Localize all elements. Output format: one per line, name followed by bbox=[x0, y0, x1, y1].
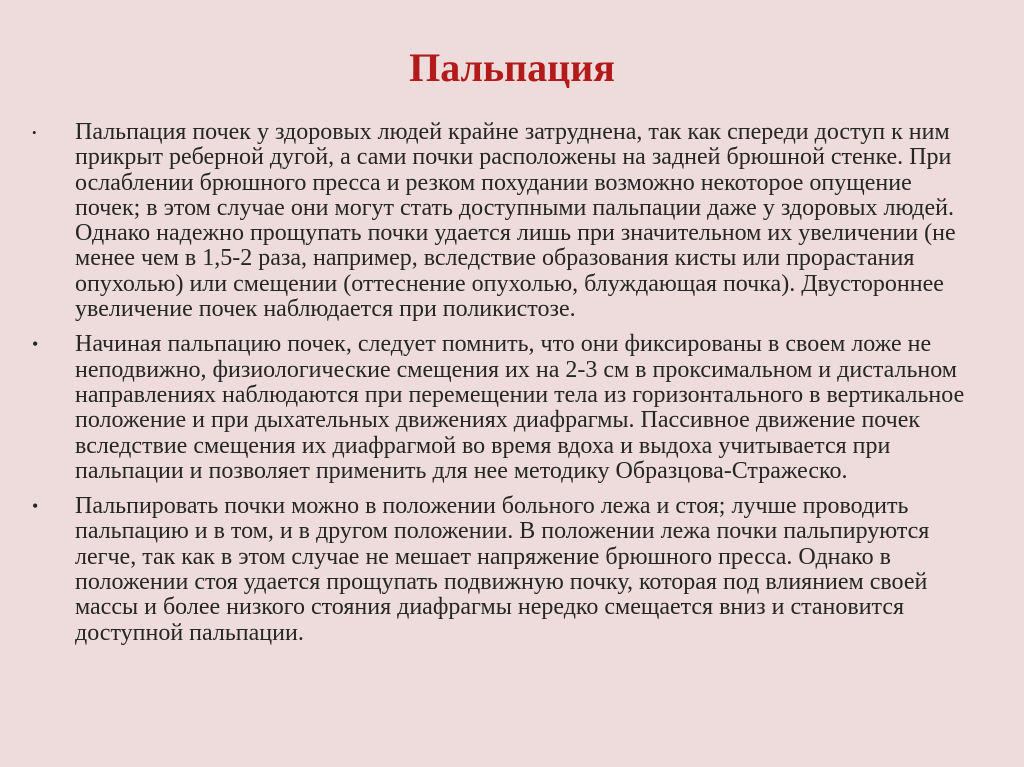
slide-title: Пальпация bbox=[409, 45, 615, 90]
bullet-item bbox=[30, 120, 980, 322]
bullet-marker: • bbox=[32, 125, 37, 140]
bullet-item bbox=[30, 494, 980, 646]
bullet-text: Начиная пальпацию почек, следует помнить, что они фиксированы в своем ложе не неподвижно, физиологические смещения их на 2-3 см в проксимальном и дистальном направлениях наблюдаются при перемещении тела из горизонтального в вертикальное положение и при дыхательных движениях диафрагмы. Пассивное движение почек вследствие смещения их диафрагмой во время вдоха и выдоха учитывается при пальпации и позволяет применить для нее методику Образцова-Стражеско. bbox=[75, 331, 965, 484]
bullet-marker: • bbox=[32, 496, 39, 517]
bullet-list bbox=[30, 120, 980, 656]
bullet-text: Пальпация почек у здоровых людей крайне затруднена, так как спереди доступ к ним прикрыт реберной дугой, а сами почки расположены на задней брюшной стенке. При ослаблении брюшного пресса и резком похудании возможно некоторое опущение почек; в этом случае они могут стать доступными пальпации даже у здоровых людей. Однако надежно прощупать почки удается лишь при значительном их увеличении (не менее чем в 1,5-2 раза, например, вследствие образования кисты или прорастания опухолью) или смещении (оттеснение опухолью, блуждающая почка). Двустороннее увеличение почек наблюдается при поликистозе. bbox=[75, 119, 956, 323]
bullet-item bbox=[30, 332, 980, 484]
bullet-marker: • bbox=[32, 334, 39, 355]
bullet-text: Пальпировать почки можно в положении больного лежа и стоя; лучше проводить пальпацию и в том, и в другом положении. В положении лежа почки пальпируются легче, так как в этом случае не мешает напряжение брюшного пресса. Однако в положении стоя удается прощупать подвижную почку, которая под влиянием своей массы и более низкого стояния диафрагмы нередко смещается вниз и становится доступной пальпации. bbox=[75, 493, 930, 646]
